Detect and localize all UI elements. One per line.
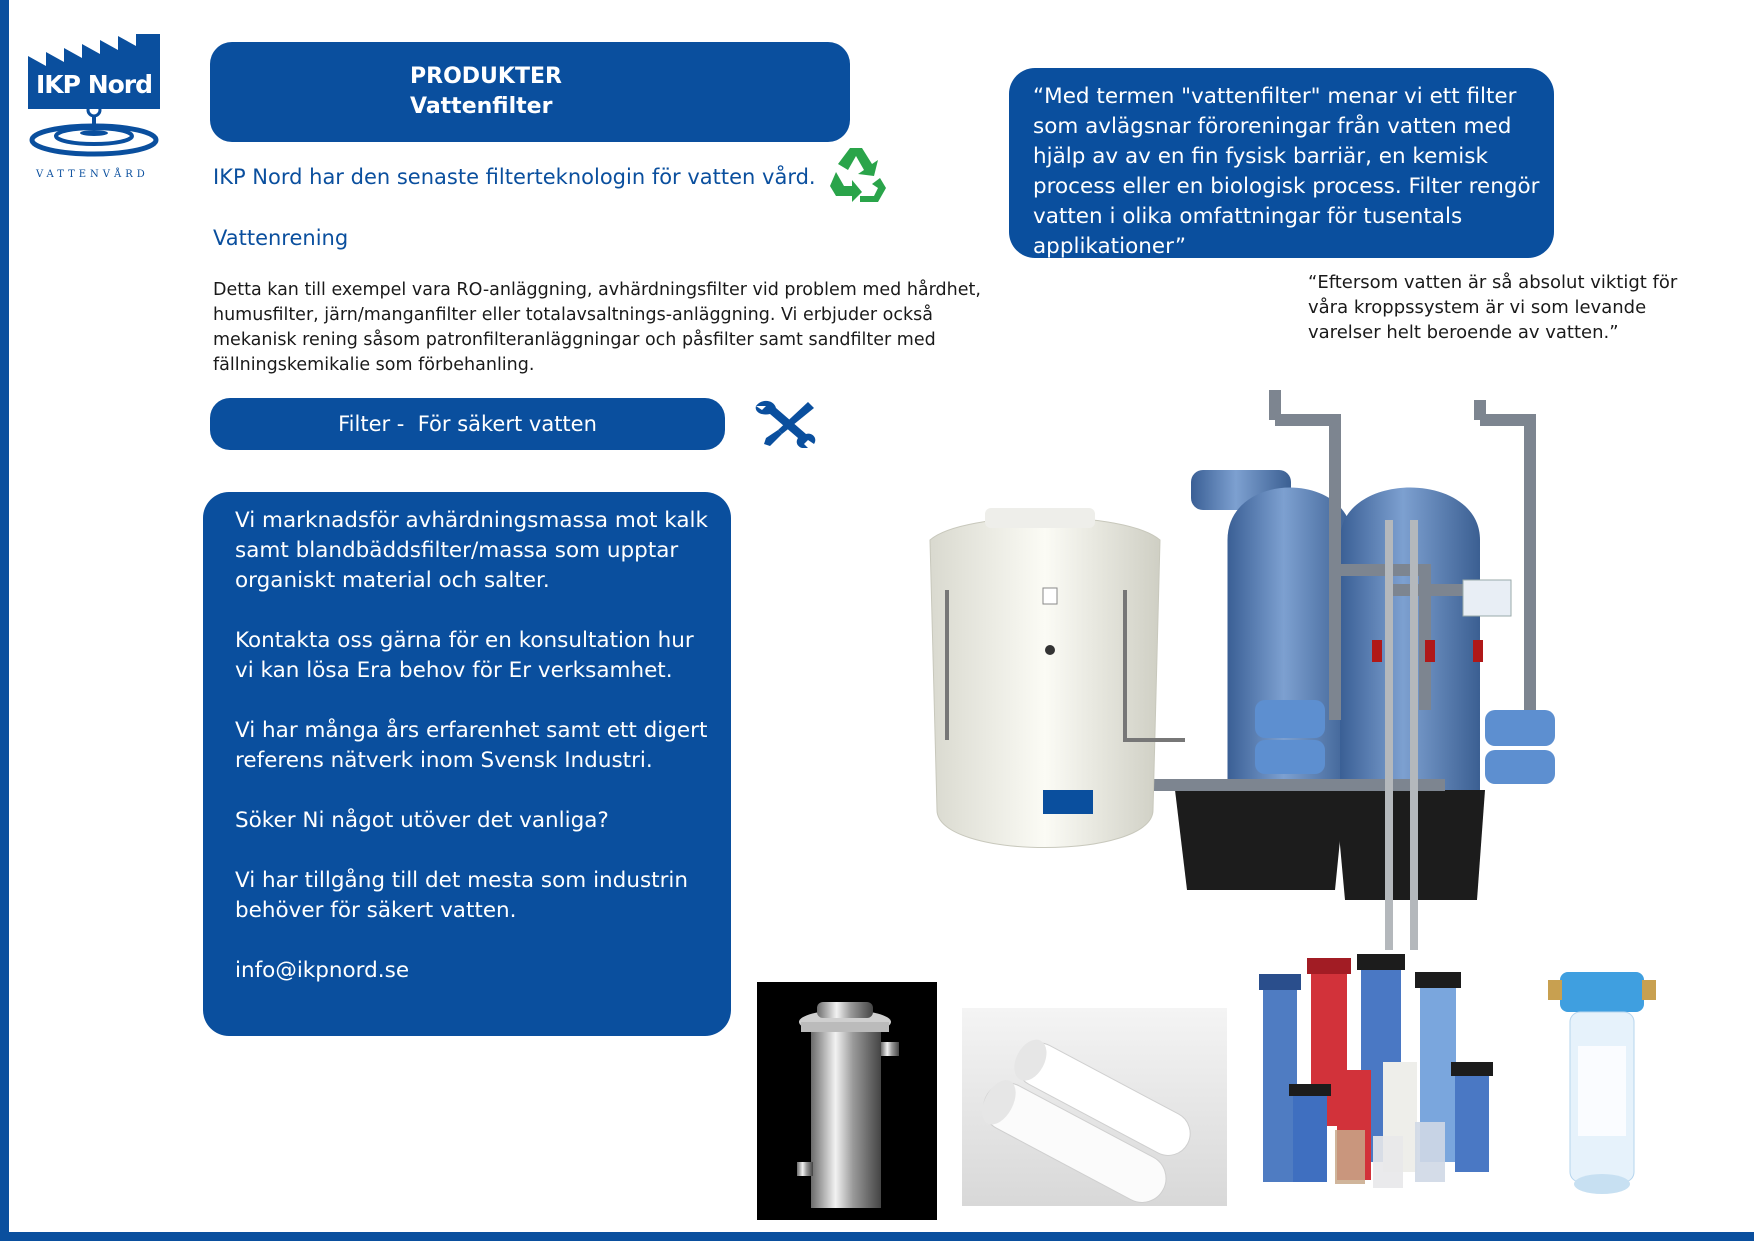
category-label: PRODUKTER (410, 64, 562, 89)
section-paragraph: Detta kan till exempel vara RO-anläggning, avhärdningsfilter vid problem med hårdhet, humusfilter, järn/manganfilter eller totalavsaltnings-anläggning. Vi erbjuder också mekanisk rening såsom patronfilteranläggningar och påsfilter samt sandfilter med fällningskemikalie som förbehanling. (213, 280, 981, 375)
info-paragraph-4: Söker Ni något utöver det vanliga? (235, 808, 609, 833)
info-box (203, 492, 731, 1036)
wrench-screwdriver-icon (752, 398, 818, 448)
info-paragraph-3: Vi har många års erfarenhet samt ett digert referens nätverk inom Svensk Industri. (235, 718, 708, 773)
stainless-filter-drawing (757, 982, 937, 1220)
filter-bags-drawing (962, 1008, 1227, 1206)
filter-housings-group-image (1255, 952, 1530, 1192)
info-paragraph-1: Vi marknadsför avhärdningsmassa mot kalk samt blandbäddsfilter/massa som upptar organiskt material och salter. (235, 508, 708, 593)
water-treatment-plant-image (925, 390, 1575, 970)
factory-logo-icon (26, 34, 166, 164)
quote-main: “Med termen "vattenfilter" menar vi ett filter som avlägsnar föroreningar från vatten med hjälp av av en fin fysisk barriär, en kemisk process eller en biologisk process. Filter rengör vatten i olika omfattningar för tusentals applikationer” (1033, 84, 1540, 259)
recycle-icon (826, 142, 890, 206)
quote-secondary: “Eftersom vatten är så absolut viktigt för våra kroppssystem är vi som levande varelser helt beroende av vatten.” (1308, 272, 1678, 343)
intro-text: IKP Nord har den senaste filterteknologin för vatten vård. (213, 165, 816, 189)
section-heading: Vattenrening (213, 226, 349, 250)
logo-tagline: VATTENVÅRD (36, 169, 149, 180)
email-link[interactable]: info@ikpnord.se (235, 958, 410, 983)
ikp-nord-logo (26, 34, 166, 184)
logo-name: IKP Nord (36, 70, 153, 99)
info-paragraph-2: Kontakta oss gärna för en konsultation hur vi kan lösa Era behov för Er verksamhet. (235, 628, 694, 683)
left-border (0, 0, 9, 1241)
page-title: Vattenfilter (410, 94, 553, 119)
bottom-border (0, 1232, 1754, 1241)
clear-filter-housing-image (1544, 962, 1664, 1202)
filter-bags-image (962, 1008, 1227, 1206)
title-banner (210, 42, 850, 142)
quote-box (1009, 68, 1554, 258)
stainless-filter-housing-image (757, 982, 937, 1220)
filter-banner: Filter - För säkert vatten (210, 398, 725, 450)
info-paragraph-5: Vi har tillgång till det mesta som industrin behöver för säkert vatten. (235, 868, 689, 923)
